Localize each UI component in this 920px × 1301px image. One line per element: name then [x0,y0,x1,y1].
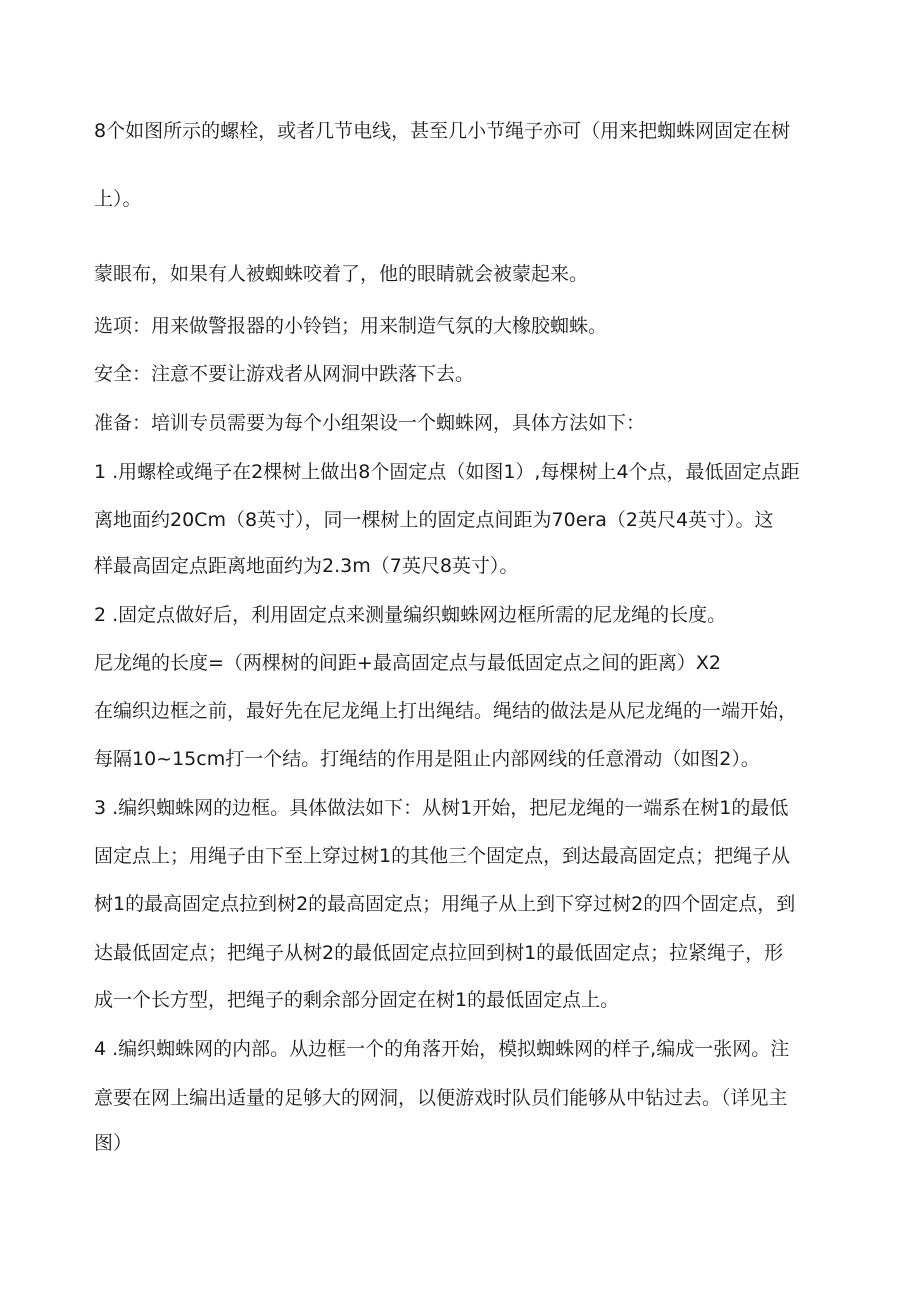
text-line-3: 蒙眼布，如果有人被蜘蛛咬着了，他的眼睛就会被蒙起来。 [94,263,589,285]
text-line-12: 在编织边框之前，最好先在尼龙绳上打出绳结。绳结的做法是从尼龙绳的一端开始， [94,700,798,722]
text-line-16: 树1的最高固定点拉到树2的最高固定点；用绳子从上到下穿过树2的四个固定点，到 [94,893,796,915]
text-line-8: 离地面约20Cm（8英寸），同一棵树上的固定点间距为70era（2英尺4英寸）。这 [94,509,774,531]
text-line-5: 安全：注意不要让游戏者从网洞中跌落下去。 [94,363,475,385]
text-line-10: 2 .固定点做好后，利用固定点来测量编织蜘蛛网边框所需的尼龙绳的长度。 [94,604,727,626]
text-line-1: 8个如图所示的螺栓，或者几节电线，甚至几小节绳子亦可（用来把蜘蛛网固定在树 [94,120,791,142]
text-line-9: 样最高固定点距离地面约为2.3m（7英尺8英寸）。 [94,555,519,577]
text-line-6: 准备：培训专员需要为每个小组架设一个蜘蛛网，具体方法如下： [94,412,646,434]
text-line-4: 选项：用来做警报器的小铃铛；用来制造气氛的大橡胶蜘蛛。 [94,315,608,337]
text-line-13: 每隔10~15cm打一个结。打绳结的作用是阻止内部网线的任意滑动（如图2）。 [94,748,760,770]
text-line-20: 意要在网上编出适量的足够大的网洞，以便游戏时队员们能够从中钻过去。（详见主 [94,1087,788,1109]
text-line-17: 达最低固定点；把绳子从树2的最低固定点拉回到树1的最低固定点；拉紧绳子，形 [94,942,784,964]
text-line-15: 固定点上；用绳子由下至上穿过树1的其他三个固定点，到达最高固定点；把绳子从 [94,845,791,867]
text-line-11: 尼龙绳的长度=（两棵树的间距+最高固定点与最低固定点之间的距离）X2 [94,652,721,674]
text-line-7: 1 .用螺栓或绳子在2棵树上做出8个固定点（如图1）,每棵树上4个点，最低固定点距 [94,461,800,483]
text-line-14: 3 .编织蜘蛛网的边框。具体做法如下：从树1开始，把尼龙绳的一端系在树1的最低 [94,797,789,819]
text-line-2: 上）。 [94,188,142,210]
text-line-19: 4 .编织蜘蛛网的内部。从边框一个的角落开始，模拟蜘蛛网的样子,编成一张网。注 [94,1038,790,1060]
text-line-21: 图） [94,1132,133,1154]
text-line-18: 成一个长方型，把绳子的剩余部分固定在树1的最低固定点上。 [94,989,620,1011]
